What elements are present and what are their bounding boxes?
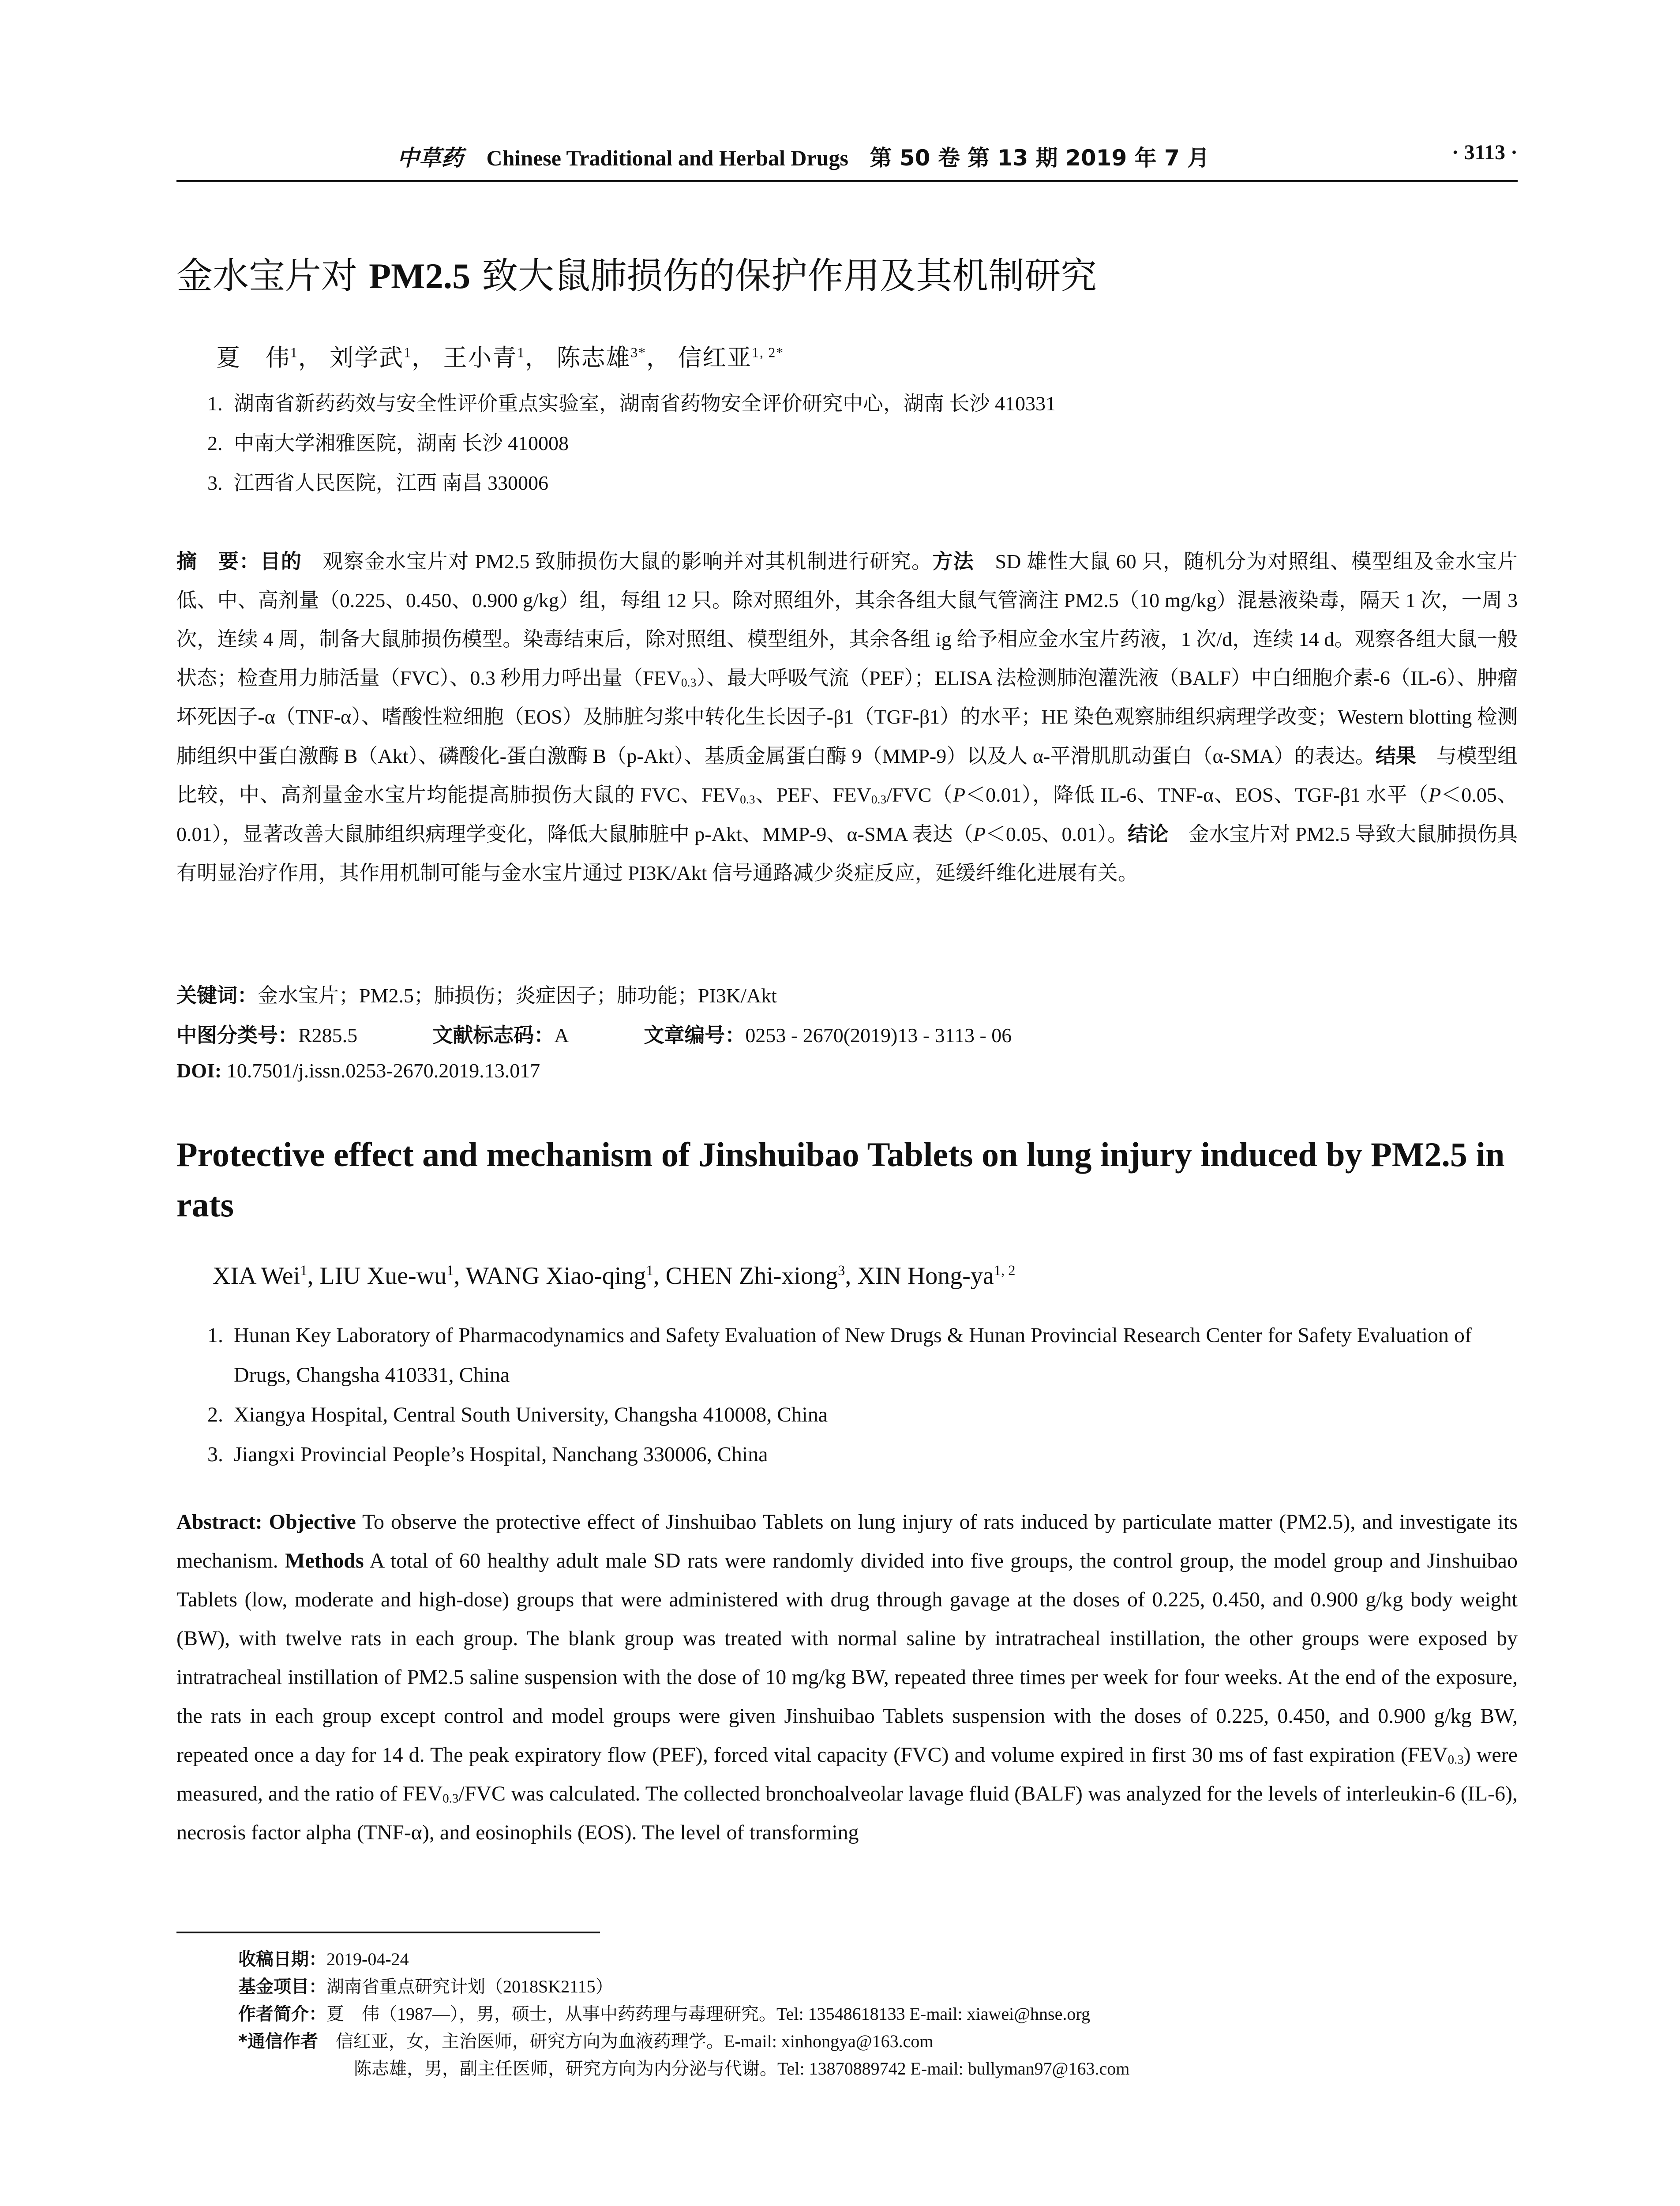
author-cn-aff: 1 [290,345,298,360]
author-en-name: XIA Wei [213,1262,300,1290]
subscript: 0.3 [871,792,887,807]
subscript: 0.3 [740,792,755,807]
author-en [319,1262,454,1290]
affiliation-text: 江西省人民医院，江西 南昌 330006 [234,472,548,494]
results-text: /FVC（ [886,784,953,806]
affiliation-text: Hunan Key Laboratory of Pharmacodynamics and Safety Evaluation of New Drugs & Hunan Provincial Research Center for Safety Evaluation of Drugs, Changsha 410331, China [234,1324,1472,1387]
abstract-en [176,1503,1518,1852]
author-en-aff: 3 [838,1262,845,1279]
author-en-name: LIU Xue-wu [319,1262,447,1290]
footnote-corresponding-2 [238,2055,1518,2082]
objective-text: 观察金水宝片对 PM2.5 致肺损伤大鼠的影响并对其机制进行研究。 [302,550,933,573]
footnote-rule [176,1932,600,1933]
author-cn-name: 王小青 [443,345,518,371]
issue-info: 第 50 卷 第 13 期 2019 年 7 月 [870,145,1210,171]
doi-value[interactable]: 10.7501/j.issn.0253-2670.2019.13.017 [221,1059,540,1082]
fund-label: 基金项目： [238,1977,326,1997]
methods-text-2: ）、最大呼吸气流（PEF）；ELISA 法检测肺泡灌洗液（BALF）中白细胞介素-6（IL-6）、肿瘤坏死因子-α（TNF-α）、嗜酸性粒细胞（EOS）及肺脏匀浆中转化生长因子-β1（TGF-β1）的水平；HE 染色观察肺组织病理学改变；Western blotting 检测肺组织中蛋白激酶 B（Akt）、磷酸化-蛋白激酶 B（p-Akt）、基质金属蛋白酶 9（MMP-9）以及人 α-平滑肌肌动蛋白（α-SMA）的表达。 [176,667,1518,767]
title-en: Protective effect and mechanism of Jinshuibao Tablets on lung injury induced by PM2.5 in rats [176,1135,1505,1224]
subscript: 0.3 [442,1791,459,1806]
author-cn-aff: 1 [404,345,412,360]
author-cn [216,345,298,371]
received-date: 2019-04-24 [326,1949,409,1969]
affiliation-number: 1. [207,1324,223,1347]
affiliation-text: 中南大学湘雅医院，湖南 长沙 410008 [234,432,569,454]
keywords-cn [176,979,777,1009]
running-header-journal [397,140,1209,172]
affiliation-en [207,1395,1518,1435]
conclusion-text: 金水宝片对 PM2.5 导致大鼠肺损伤具有明显治疗作用，其作用机制可能与金水宝片通过 PI3K/Akt 信号通路减少炎症反应，延缓纤维化进展有关。 [176,823,1518,884]
author-en-aff: 1 [300,1262,308,1279]
authors-cn: 夏 伟$^1$， 刘学武$^1$， 王小青$^1$， 陈志雄$^{3*}$， 信红亚$^{1, 2*}$ [216,345,784,371]
affiliation-number: 3. [207,472,223,494]
objective-en-text: To observe the protective effect of Jinshuibao Tablets on lung injury of rats induced by particulate matter (PM2.5), and investigate its mechanism. [176,1510,1518,1572]
methods-en-label: Methods [285,1549,364,1572]
p-symbol: P [1429,784,1441,806]
article-number-label: 文章编号： [644,1023,746,1047]
affiliation-cn [207,424,1518,463]
affiliation-en [207,1435,1518,1474]
affiliation-number: 3. [207,1443,223,1466]
footnote-author-bio [238,2000,1518,2028]
title-cn-part3: 致大鼠肺损伤的保护作用及其机制研究 [470,255,1097,297]
subscript: 0.3 [1448,1752,1464,1767]
author-cn-name: 刘学武 [330,345,404,371]
author-en [213,1262,307,1290]
doc-code-label: 文献标志码： [432,1023,555,1047]
fund-text: 湖南省重点研究计划（2018SK2115） [326,1977,613,1996]
journal-logo-cn: 中草药 [397,145,463,171]
author-cn [556,345,646,371]
classification-line [176,1019,1012,1048]
author-cn-aff: 3* [630,345,646,360]
affiliation-cn [207,384,1518,424]
clc-label: 中图分类号： [176,1023,298,1047]
results-text: 、PEF、FEV [755,784,871,806]
methods-text: SD 雄性大鼠 60 只，随机分为对照组、模型组及金水宝片低、中、高剂量（0.225、0.450、0.900 g/kg）组，每组 12 只。除对照组外，其余各组大鼠气管滴注 PM2.5（10 mg/kg）混悬液染毒，隔天 1 次，一周 3 次，连续 4 周，制备大鼠肺损伤模型。染毒结束后，除对照组、模型组外，其余各组 ig 给予相应金水宝片药液，1 次/d，连续 14 d。观察各组大鼠一般状态；检查用力肺活量（FVC）、0.3 秒用力呼出量（FEV [176,550,1518,689]
footnote-received [238,1946,1518,1973]
author-en-name: WANG Xiao-qing [465,1262,646,1290]
methods-en-text-3: /FVC was calculated. The collected bronchoalveolar lavage fluid (BALF) was analyzed for the levels of interleukin-6 (IL-6), necrosis factor alpha (TNF-α), and eosinophils (EOS). The level of transforming [176,1782,1518,1844]
doc-code-value: A [554,1024,569,1047]
affiliation-cn [207,463,1518,503]
affiliations-en [207,1316,1518,1474]
results-text: 与模型组比较，中、高剂量金水宝片均能提高肺损伤大鼠的 FVC、FEV [176,745,1518,806]
doi-label: DOI: [176,1059,222,1082]
title-cn [176,247,1097,299]
author-cn-name: 夏 伟 [216,345,290,371]
affiliation-number: 2. [207,432,223,454]
author-cn-name: 陈志雄 [556,345,631,371]
affiliation-text: Xiangya Hospital, Central South University, Changsha 410008, China [234,1403,828,1426]
subscript: 0.3 [681,675,697,690]
p-symbol: P [952,784,966,806]
footnotes [238,1946,1518,2082]
article-number-value: 0253 - 2670(2019)13 - 3113 - 06 [745,1024,1012,1047]
affiliation-number: 2. [207,1403,223,1426]
affiliation-number: 1. [207,392,223,415]
author-en-aff: 1 [446,1262,454,1279]
results-text: ＜0.05、0.01）。 [985,823,1128,845]
author-cn [330,345,412,371]
affiliation-en [207,1316,1518,1395]
p-symbol: P [973,823,986,845]
author-cn [443,345,525,371]
author-cn-aff: 1, 2* [752,345,784,360]
page-number: · 3113 · [1451,141,1518,164]
abstract-cn [176,542,1518,893]
author-en [857,1262,1015,1290]
author-en [666,1262,845,1290]
methods-en-text: A total of 60 healthy adult male SD rats were randomly divided into five groups, the control group, the model group and Jinshuibao Tablets (low, moderate and high-dose) groups that were administered with drug through gavage at the doses of 0.225, 0.450, and 0.900 g/kg body weight (BW), with twelve rats in each group. The blank group was treated with normal saline by intratracheal instillation, the other groups were exposed by intratracheal instillation of PM2.5 saline suspension with the dose of 10 mg/kg BW, repeated three times per week for four weeks. At the end of the exposure, the rats in each group except control and model groups were given Jinshuibao Tablets suspension with the doses of 0.225, 0.450, and 0.900 g/kg BW, repeated once a day for 14 d. The peak expiratory flow (PEF), forced vital capacity (FVC) and volume expired in first 30 ms of fast expiration (FEV [176,1549,1518,1767]
author-en-name: XIN Hong-ya [857,1262,994,1290]
results-label: 结果 [1375,744,1416,768]
corresponding-label: *通信作者 [238,2031,318,2052]
author-en [465,1262,653,1290]
methods-label: 方法 [932,549,975,573]
running-header [176,140,1518,180]
keywords-label: 关键词： [176,983,258,1007]
abstract-cn-label: 摘 要： [176,549,260,573]
author-cn-aff: 1 [517,345,525,360]
author-en-aff: 1 [646,1262,653,1279]
title-cn-pm25: PM2.5 [369,256,471,296]
footnote-corresponding [238,2028,1518,2055]
authors-en: XIA Wei$^1$, LIU Xue-$wu^1$, WANG Xiao-qing$^1$, CHEN Zhi-xiong$^3$, XIN Hong-ya$^{1, 2}$ [213,1262,1016,1290]
author-cn-name: 信红亚 [678,345,752,371]
objective-label: 目的 [260,549,302,573]
received-label: 收稿日期： [238,1949,326,1970]
abstract-en-label: Abstract: Objective [176,1510,356,1534]
results-text: ＜0.01），降低 IL-6、TNF-α、EOS、TGF-β1 水平（ [965,784,1429,806]
journal-name-en: Chinese Traditional and Herbal Drugs [486,146,848,170]
author-cn [678,345,784,371]
bio-text: 夏 伟（1987—），男，硕士，从事中药药理与毒理研究。Tel: 13548618133 E-mail: xiawei@hnse.org [326,2004,1090,2024]
affiliation-text: 湖南省新药药效与安全性评价重点实验室，湖南省药物安全评价研究中心，湖南 长沙 410331 [234,392,1056,415]
corresponding-text-2: 陈志雄，男，副主任医师，研究方向为内分泌与代谢。Tel: 13870889742 E-mail: bullyman97@163.com [354,2059,1130,2078]
clc-value: R285.5 [298,1024,358,1047]
keywords-text: 金水宝片；PM2.5；肺损伤；炎症因子；肺功能；PI3K/Akt [258,984,777,1007]
author-en-aff: 1, 2 [994,1262,1016,1279]
title-cn-part1: 金水宝片对 [176,255,369,297]
author-en-name: CHEN Zhi-xiong [665,1262,838,1290]
corresponding-text-1: 信红亚，女，主治医师，研究方向为血液药理学。E-mail: xinhongya@163.com [318,2031,934,2051]
affiliations-cn [207,384,1518,503]
results-text: ＜0.05、0.01），显著改善大鼠肺组织病理学变化，降低大鼠肺脏中 p-Akt、MMP-9、α-SMA 表达（ [176,784,1518,845]
header-rule [176,180,1518,182]
bio-label: 作者简介： [238,2004,326,2024]
conclusion-label: 结论 [1128,822,1169,846]
doi-line [176,1059,540,1082]
methods-en-text-2: ) were measured, and the ratio of FEV [176,1743,1518,1805]
footnote-fund [238,1973,1518,2000]
affiliation-text: Jiangxi Provincial People’s Hospital, Nanchang 330006, China [234,1443,768,1466]
